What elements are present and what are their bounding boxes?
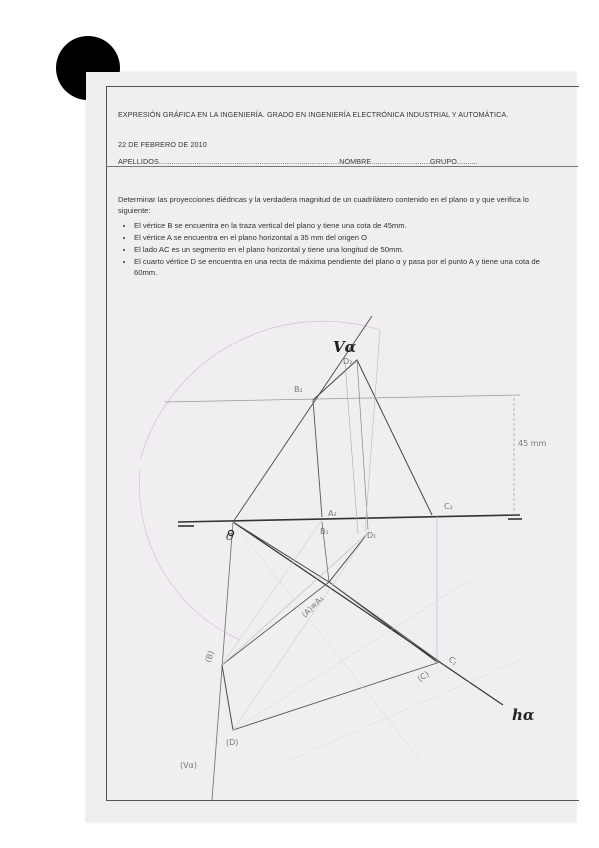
recall-line	[357, 360, 368, 530]
condition-item: • El lado AC es un segmento en el plano horizontal y tiene una longitud de 50mm.	[134, 244, 563, 255]
condition-item: • El vértice A se encuentra en el plano horizontal a 35 mm del origen O	[134, 232, 563, 243]
label-b-abatido: (B)	[203, 649, 216, 664]
recall-line	[365, 330, 380, 532]
true-size-edge	[222, 665, 233, 730]
vertical-projection-edge	[313, 400, 322, 517]
construction-line	[222, 520, 322, 665]
label-c2: C₂	[444, 502, 453, 511]
construction-arc	[139, 470, 240, 640]
label-b2: B₂	[294, 385, 303, 394]
horizontal-projection	[233, 522, 368, 582]
construction-line	[290, 660, 520, 760]
label-h-alpha: hα	[512, 706, 535, 724]
abatted-v-trace	[212, 522, 233, 800]
exam-date: 22 DE FEBRERO DE 2010	[118, 140, 207, 149]
ground-line	[178, 515, 520, 522]
label-a-abatido: (A)≡A₁	[300, 593, 326, 620]
h-alpha-trace	[233, 522, 503, 705]
label-d1: D₁	[367, 531, 377, 540]
recall-line	[345, 362, 358, 534]
vertical-projection	[313, 360, 432, 515]
label-v-alpha-abatida: (Vα)	[180, 761, 197, 770]
label-d2: D₂	[343, 357, 353, 366]
label-v-alpha: Vα	[333, 338, 357, 356]
height-line	[165, 395, 520, 402]
label-d-abatido: (D)	[226, 738, 239, 747]
label-b1: B₁	[320, 527, 329, 536]
label-c-abatido: (C)	[415, 669, 431, 684]
label-a2: A₂	[328, 509, 337, 518]
problem-intro: Determinar las proyecciones diédricas y la verdadera magnitud de un cuadrilátero contenido en el plano α y que verifica lo siguiente:	[118, 195, 529, 215]
true-size-quadrilateral	[222, 582, 440, 730]
condition-item: • El vértice B se encuentra en la traza vertical del plano y tiene una cota de 45mm.	[134, 220, 563, 231]
label-height-note: 45 mm	[518, 439, 547, 448]
condition-item: • El cuarto vértice D se encuentra en una recta de máxima pendiente del plano α y pasa por el punto A y tiene una cota de 60mm.	[134, 256, 563, 278]
construction-line	[233, 533, 368, 730]
label-c1: C₁	[446, 654, 460, 668]
label-origin: O	[226, 533, 234, 543]
course-title: EXPRESIÓN GRÁFICA EN LA INGENIERÍA. GRADO EN INGENIERÍA ELECTRÓNICA INDUSTRIAL Y AUTOMÁTICA.	[118, 110, 509, 119]
student-fields: APELLIDOS......................................................................................NOMBRE............................GRUPO..........	[118, 157, 478, 166]
